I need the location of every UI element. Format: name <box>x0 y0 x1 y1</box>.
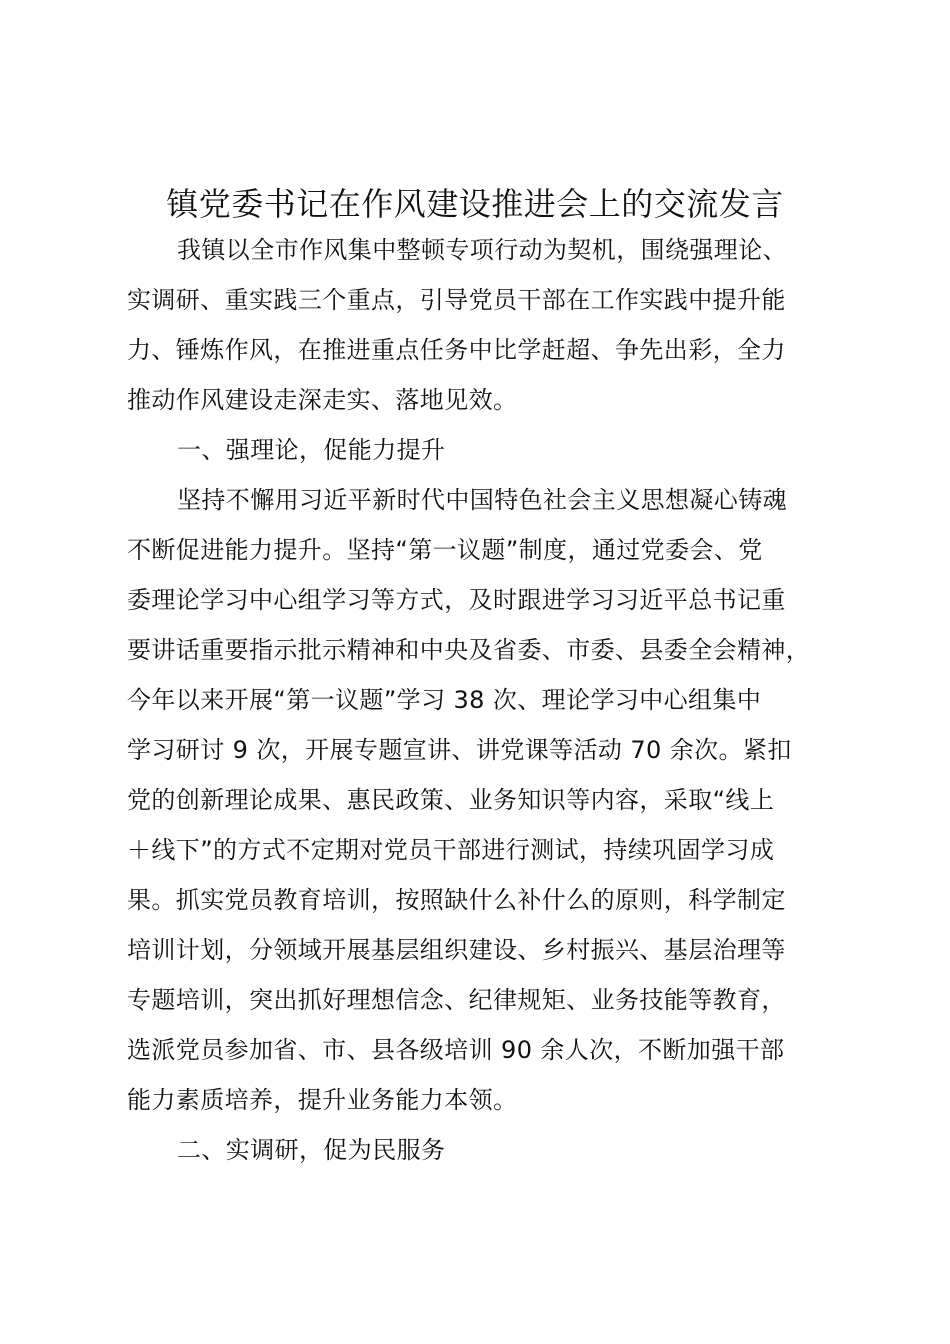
section-heading: 一、强理论，促能力提升 <box>177 436 446 464</box>
paragraph-line: 要讲话重要指示批示精神和中央及省委、市委、县委全会精神， <box>127 636 811 664</box>
paragraph-line: 实调研、重实践三个重点，引导党员干部在工作实践中提升能 <box>127 286 786 314</box>
paragraph-line: 今年以来开展“第一议题”学习 38 次、理论学习中心组集中 <box>127 686 762 714</box>
paragraph-line: 能力素质培养，提升业务能力本领。 <box>127 1086 518 1114</box>
paragraph-line: 果。抓实党员教育培训，按照缺什么补什么的原则，科学制定 <box>127 886 786 914</box>
paragraph-line: ＋线下”的方式不定期对党员干部进行测试，持续巩固学习成 <box>127 836 775 864</box>
paragraph-line: 学习研讨 9 次，开展专题宣讲、讲党课等活动 70 余次。紧扣 <box>127 736 792 764</box>
paragraph-line: 我镇以全市作风集中整顿专项行动为契机，围绕强理论、 <box>177 236 787 264</box>
document-body <box>127 225 847 1175</box>
paragraph-line: 专题培训，突出抓好理想信念、纪律规矩、业务技能等教育， <box>127 986 786 1014</box>
paragraph-line: 委理论学习中心组学习等方式，及时跟进学习习近平总书记重 <box>127 586 786 614</box>
document-title: 镇党委书记在作风建设推进会上的交流发言 <box>166 185 784 223</box>
paragraph-line: 党的创新理论成果、惠民政策、业务知识等内容，采取“线上 <box>127 786 775 814</box>
section-heading: 二、实调研，促为民服务 <box>177 1136 446 1164</box>
paragraph-line: 推动作风建设走深走实、落地见效。 <box>127 386 518 414</box>
paragraph-line: 坚持不懈用习近平新时代中国特色社会主义思想凝心铸魂 <box>177 486 787 514</box>
paragraph-line: 力、锤炼作风，在推进重点任务中比学赶超、争先出彩，全力 <box>127 336 786 364</box>
paragraph-line: 选派党员参加省、市、县各级培训 90 余人次，不断加强干部 <box>127 1036 785 1064</box>
paragraph-line: 培训计划，分领域开展基层组织建设、乡村振兴、基层治理等 <box>127 936 786 964</box>
paragraph-line: 不断促进能力提升。坚持“第一议题”制度，通过党委会、党 <box>127 536 763 564</box>
